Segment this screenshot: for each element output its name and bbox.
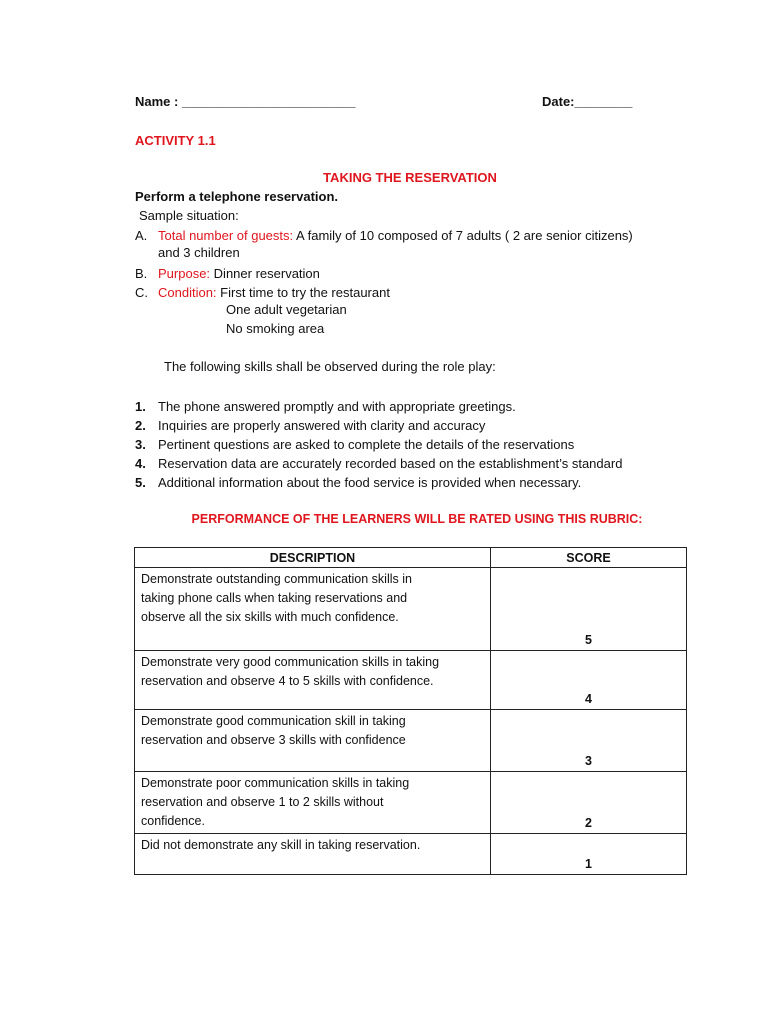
rubric-heading (0, 512, 768, 526)
skill-text: Reservation data are accurately recorded based on the establishment’s standard (158, 456, 623, 471)
name-blank: ________________________ (181, 94, 356, 109)
skill-number: 5. (135, 475, 146, 490)
situation-label: Total number of guests: (158, 228, 294, 243)
situation-letter: C. (135, 285, 148, 300)
situation-text: First time to try the restaurant (220, 285, 390, 300)
situation-text: A family of 10 composed of 7 adults ( 2 are senior citizens) (296, 228, 633, 243)
table-row (135, 834, 687, 875)
name-field (135, 94, 356, 109)
description-line: Did not demonstrate any skill in taking reservation. (141, 838, 421, 852)
situation-a-continuation: and 3 children (158, 245, 240, 260)
table-row (135, 710, 687, 772)
table-header-row (135, 548, 687, 568)
situation-c-extra-2: No smoking area (226, 321, 325, 336)
skill-text: Inquiries are properly answered with clarity and accuracy (158, 418, 486, 433)
rubric-description (135, 834, 491, 875)
date-blank: ________ (574, 94, 633, 109)
description-line: Demonstrate good communication skill in taking (141, 714, 406, 728)
skill-text: Additional information about the food service is provided when necessary. (158, 475, 582, 490)
situation-c-extra-1: One adult vegetarian (226, 302, 347, 317)
rubric-description (135, 772, 491, 834)
description-line: reservation and observe 4 to 5 skills with confidence. (141, 674, 434, 688)
description-line: Demonstrate poor communication skills in taking (141, 776, 410, 790)
rubric-score: 4 (491, 651, 687, 710)
instruction: Perform a telephone reservation. (135, 189, 339, 204)
table-row (135, 568, 687, 651)
rubric-heading-text: PERFORMANCE OF THE LEARNERS WILL BE RATED USING THIS RUBRIC: (191, 512, 643, 526)
situation-text: Dinner reservation (213, 266, 320, 281)
sample-label: Sample situation: (139, 208, 239, 223)
skill-number: 4. (135, 456, 146, 471)
situation-label: Condition: (158, 285, 217, 300)
page-title-text: TAKING THE RESERVATION (323, 170, 497, 185)
rubric-description (135, 568, 491, 651)
rubric-table (134, 547, 687, 875)
skill-number: 3. (135, 437, 146, 452)
table-row (135, 651, 687, 710)
skills-intro: The following skills shall be observed during the role play: (164, 359, 496, 374)
description-line: confidence. (141, 814, 205, 828)
rubric-score: 3 (491, 710, 687, 772)
rubric-description (135, 710, 491, 772)
table-row (135, 772, 687, 834)
description-line: Demonstrate outstanding communication skills in (141, 572, 412, 586)
rubric-score: 1 (491, 834, 687, 875)
description-line: observe all the six skills with much confidence. (141, 610, 399, 624)
skill-number: 1. (135, 399, 146, 414)
score-header: SCORE (491, 548, 687, 568)
description-line: reservation and observe 3 skills with confidence (141, 733, 406, 747)
description-header: DESCRIPTION (135, 548, 491, 568)
skill-text: The phone answered promptly and with appropriate greetings. (158, 399, 516, 414)
name-label: Name : (135, 94, 179, 109)
description-line: taking phone calls when taking reservations and (141, 591, 408, 605)
page-title (0, 170, 768, 185)
skill-text: Pertinent questions are asked to complete the details of the reservations (158, 437, 575, 452)
rubric-score: 2 (491, 772, 687, 834)
skill-number: 2. (135, 418, 146, 433)
activity-label: ACTIVITY 1.1 (135, 133, 216, 148)
date-field (542, 94, 632, 109)
situation-letter: B. (135, 266, 148, 281)
situation-letter: A. (135, 228, 148, 243)
description-line: Demonstrate very good communication skills in taking (141, 655, 440, 669)
date-label: Date: (542, 94, 575, 109)
situation-label: Purpose: (158, 266, 211, 281)
description-line: reservation and observe 1 to 2 skills without (141, 795, 384, 809)
rubric-description (135, 651, 491, 710)
rubric-score: 5 (491, 568, 687, 651)
